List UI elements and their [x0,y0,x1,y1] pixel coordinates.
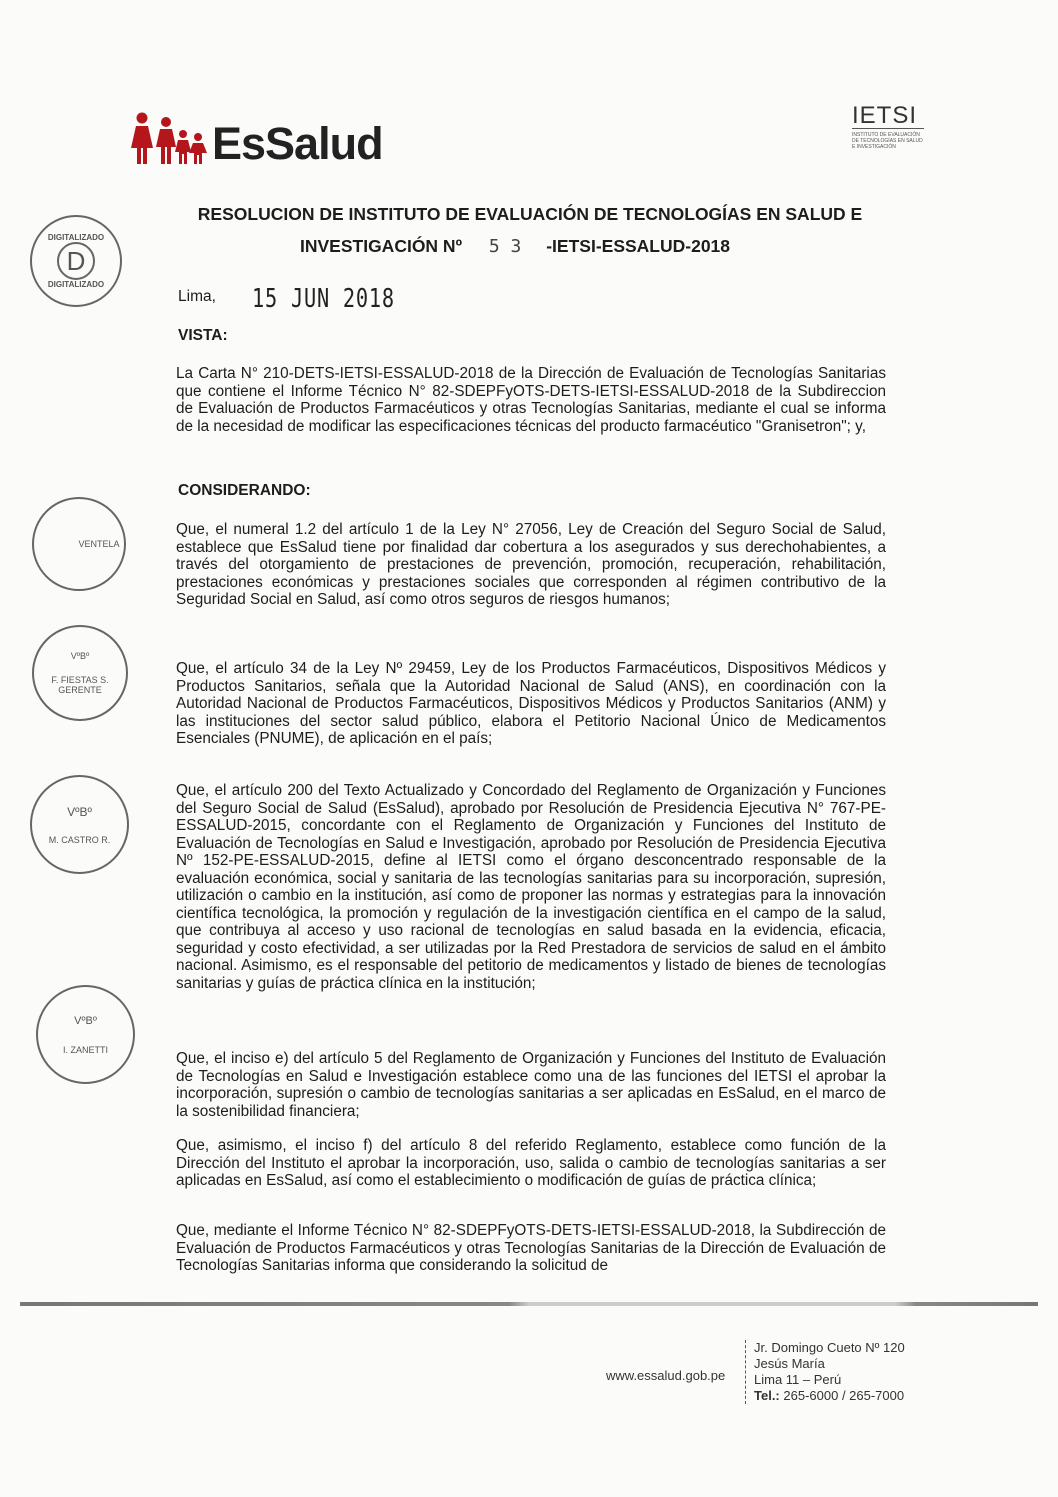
stamp-vb: VºBº [70,651,90,661]
logo-text: EsSalud [212,118,383,169]
title-prefix: INVESTIGACIÓN Nº [300,236,462,256]
ietsi-logo [852,104,924,150]
considerando-paragraph: Que, el artículo 200 del Texto Actualizado y Concordado del Reglamento de Organización y Funciones del Seguro Social de Salud (EsSalud), aprobado por Resolución de Presidencia Ejecutiva N° 767-PE-ESSALUD-2015, concordante con el Reglamento de Organización y Funciones del Instituto de Evaluación de Tecnologías en Salud e Investigación, aprobado por Resolución de Presidencia Ejecutiva Nº 152-PE-ESSALUD-2015, define al IETSI como el órgano desconcentrado responsable de la evaluación económica, social y sanitaria de las tecnologías sanitarias para su incorporación, supresión, utilización o cambio en la institución, así como de proponer las normas y estrategias para la innovación científica tecnológica, la promoción y regulación de la investigación científica en el campo de la salud, que contribuya al acceso y uso racional de tecnologías en salud basada en la evidencia, eficacia, seguridad y costo efectividad, a ser utilizadas por la Red Prestadora de servicios de salud en el ámbito nacional. Asimismo, es el responsable del petitorio de medicamentos y listado de bienes de tecnologías sanitarias y guías de práctica clínica en la institución; [176,782,886,992]
stamp-name: M. CASTRO R. [48,834,111,845]
resolution-title-line1: RESOLUCION DE INSTITUTO DE EVALUACIÓN DE TECNOLOGÍAS EN SALUD E [197,204,863,224]
stamp-vb: VºBº [67,804,92,819]
essalud-logo [128,96,383,169]
stamp-top-text: DIGITALIZADO [47,233,105,242]
stamp-bottom-text: DIGITALIZADO [47,280,105,289]
approval-stamp-4 [36,985,135,1084]
approval-stamp-2 [32,625,128,721]
address-line: Jesús María [754,1356,825,1371]
vista-text: La Carta N° 210-DETS-IETSI-ESSALUD-2018 de la Dirección de Evaluación de Tecnologías Sanitarias que contiene el Informe Técnico N° 82-SDEPFyOTS-DETS-IETSI-ESSALUD-2018 de la Subdireccion de Evaluación de Productos Farmacéuticos y otras Tecnologías Sanitarias, mediante el cual se informa de la necesidad de modificar las especificaciones técnicas del producto farmacéutico "Granisetron"; y, [176,365,886,435]
considerando-paragraph: Que, asimismo, el inciso f) del artículo 8 del referido Reglamento, establece como función de la Dirección del Instituto el aprobar la incorporación, uso, salida o cambio de tecnologías sanitarias a ser aplicadas en EsSalud, así como el establecimiento o modificación de guías de práctica clínica; [176,1137,886,1189]
resolution-number: 5 3 [488,236,522,257]
stamp-name: F. FIESTAS S. [51,675,109,685]
digitalizado-stamp [30,215,122,307]
stamp-vb: VºBº [74,1014,97,1027]
approval-stamp-1 [32,497,126,591]
stamp-role: GERENTE [58,685,102,695]
title-suffix: -IETSI-ESSALUD-2018 [546,236,731,256]
phone-number: 265-6000 / 265-7000 [783,1388,905,1403]
stamp-name: VENTELA [78,539,120,549]
footer-address [745,1340,905,1404]
considerando-paragraph: Que, el inciso e) del artículo 5 del Reglamento de Organización y Funciones del Instituto de Evaluación de Tecnologías en Salud e Investigación establece como una de las funciones del IETSI el aprobar la incorporación, supresión o cambio de tecnologías sanitarias a ser aplicadas en EsSalud, en el marco de la sostenibilidad financiera; [176,1050,886,1120]
website-text: www.essalud.gob.pe [606,1368,726,1383]
considerando-paragraph: Que, el artículo 34 de la Ley Nº 29459, Ley de los Productos Farmacéuticos, Dispositivos Médicos y Productos Sanitarios, señala que la Autoridad Nacional de Salud (ANS), en coordinación con la Autoridad Nacional de Productos Farmacéuticos, Dispositivos Médicos y Productos Sanitarios (ANM) y las instituciones del sector salud público, elabora el Petitorio Nacional Único de Medicamentos Esenciales (PNUME), de aplicación en el país; [176,660,886,747]
vista-heading: VISTA: [178,327,228,344]
address-phone [754,1388,905,1404]
resolution-title-line2 [300,236,730,257]
website-link[interactable] [606,1368,725,1383]
ietsi-name: IETSI [852,104,924,129]
considerando-paragraph: Que, el numeral 1.2 del artículo 1 de la Ley N° 27056, Ley de Creación del Seguro Social de Salud, establece que EsSalud tiene por finalidad dar cobertura a los asegurados y sus derechohabientes, a través del otorgamiento de prestaciones de prevención, promoción, recuperación, rehabilitación, prestaciones económicas y prestaciones sociales que corresponden al régimen contributivo de la Seguridad Social en Salud, así como otros seguros de riesgos humanos; [176,521,886,608]
stamp-letter: D [57,242,95,280]
considerando-heading: CONSIDERANDO: [178,482,311,499]
family-icon [128,110,210,166]
address-line: Lima 11 – Perú [754,1372,842,1387]
date-stamp: 15 JUN 2018 [252,284,395,314]
date-place: Lima, [178,288,216,305]
footer-divider [20,1302,1038,1306]
approval-stamp-3 [30,775,129,874]
phone-label: Tel.: [754,1388,780,1403]
ietsi-subtitle: INSTITUTO DE EVALUACIÓN DE TECNOLOGÍAS EN SALUD E INVESTIGACIÓN [852,132,923,150]
stamp-name: I. ZANETTI [63,1044,108,1055]
considerando-paragraph: Que, mediante el Informe Técnico N° 82-SDEPFyOTS-DETS-IETSI-ESSALUD-2018, la Subdirección de Evaluación de Productos Farmacéuticos y otras Tecnologías Sanitarias de la Dirección de Evaluación de Tecnologías Sanitarias informa que considerando la solicitud de [176,1222,886,1274]
address-line: Jr. Domingo Cueto Nº 120 [754,1340,905,1355]
